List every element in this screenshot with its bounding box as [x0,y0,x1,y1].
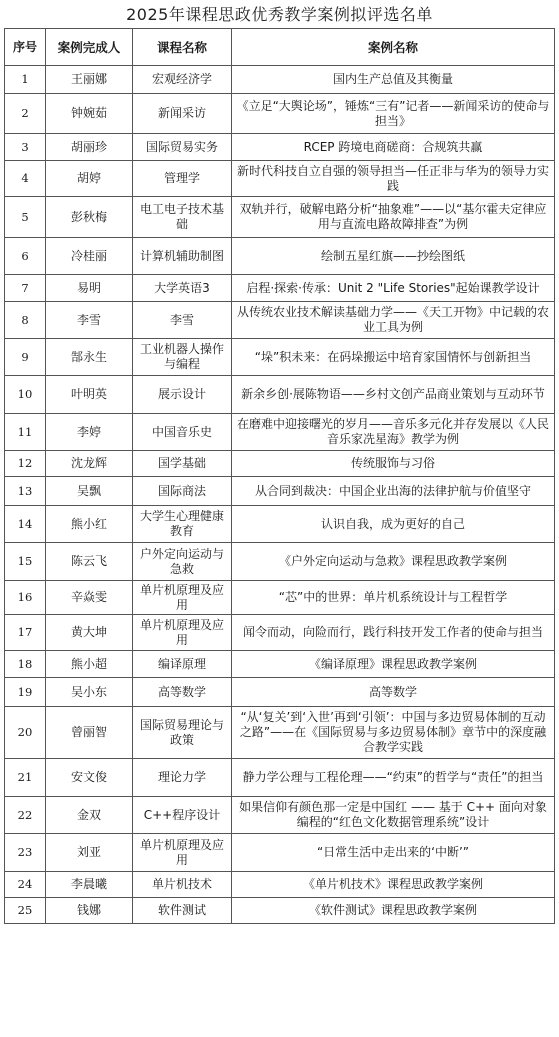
row-index: 4 [5,161,46,197]
row-person: 冷桂丽 [46,238,133,275]
table-row [5,759,555,797]
row-index: 8 [5,302,46,339]
row-person: 沈龙辉 [46,451,133,477]
row-case: “日常生活中走出来的‘中断’” [232,834,555,872]
table-row [5,797,555,834]
row-case: 新时代科技自立自强的领导担当—任正非与华为的领导力实践 [232,161,555,197]
row-case: “垛”积未来：在码垛搬运中培育家国情怀与创新担当 [232,339,555,376]
row-person: 彭秋梅 [46,197,133,238]
row-course: 国学基础 [133,451,232,477]
row-person: 吴小东 [46,678,133,707]
row-person: 胡丽珍 [46,134,133,161]
row-person: 王丽娜 [46,66,133,94]
row-course: 软件测试 [133,898,232,924]
row-course: 管理学 [133,161,232,197]
row-index: 25 [5,898,46,924]
row-person: 安文俊 [46,759,133,797]
row-case: 新余乡创·展陈物语——乡村文创产品商业策划与互动环节 [232,376,555,414]
row-index: 2 [5,94,46,134]
table-row [5,275,555,302]
row-index: 9 [5,339,46,376]
row-case: 《户外定向运动与急救》课程思政教学案例 [232,543,555,581]
row-case: 高等数学 [232,678,555,707]
row-index: 16 [5,581,46,615]
row-course: 高等数学 [133,678,232,707]
row-index: 17 [5,615,46,651]
row-course: 单片机原理及应用 [133,581,232,615]
header-course: 课程名称 [133,29,232,66]
row-course: 单片机原理及应用 [133,615,232,651]
row-person: 胡婷 [46,161,133,197]
row-index: 21 [5,759,46,797]
row-case: 闻令而动，向险而行，践行科技开发工作者的使命与担当 [232,615,555,651]
row-index: 11 [5,414,46,451]
table-row [5,615,555,651]
row-person: 郜永生 [46,339,133,376]
row-index: 3 [5,134,46,161]
table-row [5,581,555,615]
table-row [5,376,555,414]
row-course: C++程序设计 [133,797,232,834]
table-row [5,134,555,161]
row-course: 户外定向运动与急救 [133,543,232,581]
row-index: 19 [5,678,46,707]
row-index: 12 [5,451,46,477]
row-case: 在磨难中迎接曙光的岁月——音乐多元化并存发展以《人民音乐家冼星海》教学为例 [232,414,555,451]
table-row [5,506,555,543]
row-index: 6 [5,238,46,275]
row-course: 展示设计 [133,376,232,414]
row-person: 熊小红 [46,506,133,543]
table-row [5,238,555,275]
row-index: 13 [5,477,46,506]
row-person: 曾丽智 [46,707,133,759]
table-row [5,339,555,376]
header-case: 案例名称 [232,29,555,66]
row-course: 单片机原理及应用 [133,834,232,872]
table-row [5,543,555,581]
table-row [5,872,555,898]
table-row [5,678,555,707]
table-row [5,707,555,759]
table-row [5,414,555,451]
row-case: “芯”中的世界：单片机系统设计与工程哲学 [232,581,555,615]
row-case: RCEP 跨境电商磋商：合规筑共赢 [232,134,555,161]
row-case: 从传统农业技术解读基础力学——《天工开物》中记载的农业工具为例 [232,302,555,339]
row-course: 编译原理 [133,651,232,678]
row-case: 启程·探索·传承：Unit 2 "Life Stories"起始课教学设计 [232,275,555,302]
row-course: 宏观经济学 [133,66,232,94]
row-index: 1 [5,66,46,94]
row-case: 从合同到裁决：中国企业出海的法律护航与价值坚守 [232,477,555,506]
row-person: 熊小超 [46,651,133,678]
row-index: 23 [5,834,46,872]
row-course: 国际贸易理论与政策 [133,707,232,759]
row-case: 绘制五星红旗——抄绘图纸 [232,238,555,275]
row-course: 国际商法 [133,477,232,506]
row-index: 22 [5,797,46,834]
header-index: 序号 [5,29,46,66]
row-person: 金双 [46,797,133,834]
row-course: 李雪 [133,302,232,339]
table-body [5,66,555,924]
table-row [5,66,555,94]
row-index: 18 [5,651,46,678]
row-case: “从‘复关’到‘入世’再到‘引领’：中国与多边贸易体制的互动之路”——在《国际贸易与多边贸易体制》章节中的深度融合教学实践 [232,707,555,759]
row-person: 易明 [46,275,133,302]
row-person: 吴飘 [46,477,133,506]
row-case: 传统服饰与习俗 [232,451,555,477]
row-course: 大学生心理健康教育 [133,506,232,543]
page-title: 2025年课程思政优秀教学案例拟评选名单 [126,5,433,24]
row-case: 认识自我，成为更好的自己 [232,506,555,543]
row-person: 钟婉茹 [46,94,133,134]
row-course: 国际贸易实务 [133,134,232,161]
row-person: 李雪 [46,302,133,339]
table-row [5,898,555,924]
row-index: 14 [5,506,46,543]
table-row [5,651,555,678]
row-case: 国内生产总值及其衡量 [232,66,555,94]
row-person: 李婷 [46,414,133,451]
row-case: 如果信仰有颜色那一定是中国红 —— 基于 C++ 面向对象编程的“红色文化数据管理系统”设计 [232,797,555,834]
row-index: 24 [5,872,46,898]
row-index: 10 [5,376,46,414]
row-index: 15 [5,543,46,581]
row-case: 静力学公理与工程伦理——“约束”的哲学与“责任”的担当 [232,759,555,797]
table-header-row [5,29,555,66]
table-row [5,477,555,506]
row-person: 钱娜 [46,898,133,924]
row-person: 陈云飞 [46,543,133,581]
row-person: 辛焱雯 [46,581,133,615]
table-row [5,302,555,339]
row-person: 刘亚 [46,834,133,872]
row-case: 《立足“大舆论场”，锤炼“三有”记者——新闻采访的使命与担当》 [232,94,555,134]
row-course: 大学英语3 [133,275,232,302]
row-case: 《软件测试》课程思政教学案例 [232,898,555,924]
row-course: 计算机辅助制图 [133,238,232,275]
row-course: 工业机器人操作与编程 [133,339,232,376]
row-person: 黄大坤 [46,615,133,651]
row-case: 双轨并行，破解电路分析“抽象难”——以“基尔霍夫定律应用与直流电路故障排查”为例 [232,197,555,238]
row-person: 叶明英 [46,376,133,414]
row-course: 单片机技术 [133,872,232,898]
table-row [5,834,555,872]
row-index: 7 [5,275,46,302]
table-row [5,197,555,238]
table-row [5,451,555,477]
case-list-table [4,28,555,924]
row-course: 中国音乐史 [133,414,232,451]
table-row [5,161,555,197]
row-person: 李晨曦 [46,872,133,898]
row-course: 新闻采访 [133,94,232,134]
table-row [5,94,555,134]
row-index: 20 [5,707,46,759]
row-course: 理论力学 [133,759,232,797]
row-index: 5 [5,197,46,238]
row-case: 《单片机技术》课程思政教学案例 [232,872,555,898]
row-course: 电工电子技术基础 [133,197,232,238]
header-person: 案例完成人 [46,29,133,66]
row-case: 《编译原理》课程思政教学案例 [232,651,555,678]
